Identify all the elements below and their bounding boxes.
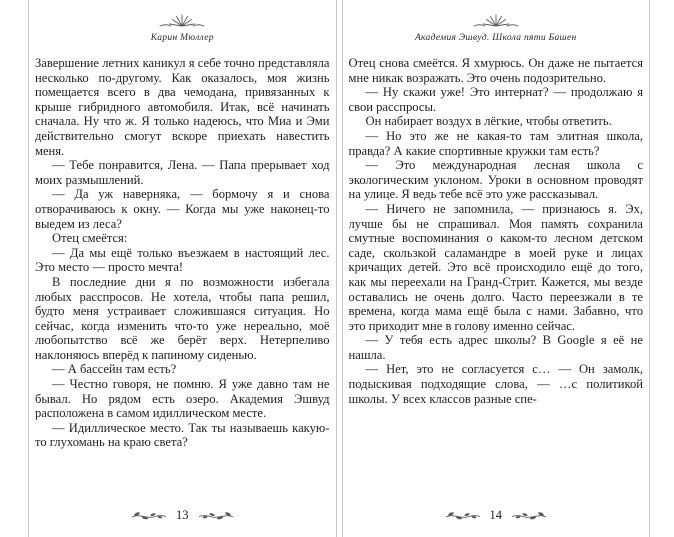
page-right: [342, 0, 651, 537]
leaf-flourish-icon: [511, 510, 547, 522]
page-number: 13: [176, 508, 189, 522]
paragraph: — А бассейн там есть?: [52, 362, 177, 377]
sunburst-ornament-icon: [349, 12, 644, 28]
page-header-title: Академия Эшвуд. Школа пяти Башен: [414, 33, 577, 43]
paragraph: — Ничего не запомнила, — признаюсь я. Эх, лучше бы не спрашивал. Моя память сохранила смутные воспоминания о каком-то лесном детском саде, скользкой саламандре в моей руке и лицах кричащих детей. Это всё происходило ещё до того, как мы переехали на Гранд-Стрит. Кажется, мы везде оставались не очень долго. Часто переезжали в те времена, когда мама ещё была с нами. Забавно, что это приходит мне в голову именно сейчас.: [348, 201, 643, 333]
paragraph: — Ну скажи уже! Это интернат? — продолжаю я свои расспросы.: [348, 85, 643, 114]
paragraph: — Тебе понравится, Лена. — Папа прерывает ход моих размышлений.: [35, 158, 330, 187]
paragraph: — У тебя есть адрес школы? В Google я её не нашла.: [348, 333, 643, 362]
paragraph: — Идиллическое место. Так ты называешь какую-то глухомань на краю света?: [35, 420, 330, 450]
page-footer: [35, 502, 330, 537]
page-left: [28, 0, 337, 537]
page-header-author: Карин Мюллер: [150, 33, 214, 43]
paragraph: Отец смеётся:: [52, 231, 128, 246]
page-body: [35, 56, 330, 502]
page-number: 14: [489, 508, 502, 522]
leaf-flourish-icon: [131, 510, 167, 522]
paragraph: В последние дни я по возможности избегала любых расспросов. Не хотела, чтобы папа решил, будто меня устраивает сложившаяся ситуация. Но сейчас, когда изменить что-то уже нереально, моё любопытство всё же берёт верх. Нетерпеливо наклоняюсь вперёд к папиному сиденью.: [35, 274, 330, 362]
paragraph: — Но это же не какая-то там элитная школа, правда? А какие спортивные кружки там есть?: [348, 128, 643, 158]
paragraph: — Да мы ещё только въезжаем в настоящий лес. Это место — просто мечта!: [35, 245, 330, 275]
paragraph: Он набирает воздух в лёгкие, чтобы ответить.: [365, 114, 612, 129]
paragraph: Завершение летних каникул я себе точно представляла несколько по-другому. Как оказалось, моя жизнь помещается всего в два чемодана, привязанных к крыше гибридного автомобиля. Итак, всё начинать сначала. Ну что ж. Я только надеюсь, что Миа и Эми действительно смогут вскоре приехать навестить меня.: [35, 56, 330, 158]
paragraph: — Да уж наверняка, — бормочу я и снова отворачиваюсь к окну. — Когда мы уже наконец-то выедем из леса?: [35, 187, 330, 231]
sunburst-ornament-icon: [35, 12, 330, 28]
paragraph: — Нет, это не согласуется с… — Он замолк, подыскивая подходящие слова, — …с политикой школы. У всех классов разные спе-: [348, 362, 643, 406]
paragraph: — Честно говоря, не помню. Я уже давно там не бывал. Но рядом есть озеро. Академия Эшвуд расположена в самом идиллическом месте.: [35, 377, 330, 421]
leaf-flourish-icon: [445, 510, 481, 522]
page-footer: [349, 502, 644, 537]
paragraph: Отец снова смеётся. Я хмурюсь. Он даже не пытается мне никак возражать. Это очень подозрительно.: [348, 56, 643, 85]
leaf-flourish-icon: [198, 510, 234, 522]
page-body: [349, 56, 644, 502]
paragraph: — Это международная лесная школа с экологическим уклоном. Уроки в основном проводят на улице. Я ведь тебе всё это уже рассказывал.: [348, 158, 643, 202]
